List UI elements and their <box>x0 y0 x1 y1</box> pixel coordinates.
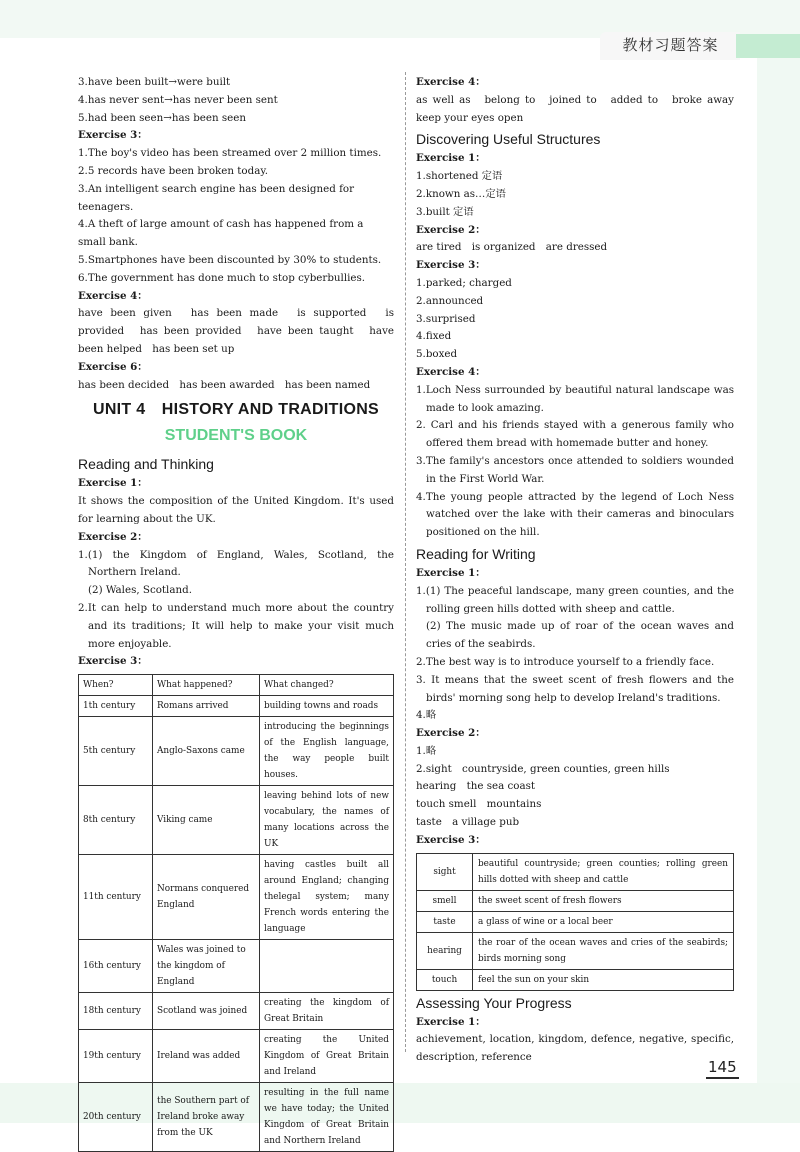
answer-line: 2.sight countryside, green counties, green hills <box>416 762 670 775</box>
table-row <box>417 969 734 990</box>
answer-line: touch smell mountains <box>416 798 542 811</box>
answer-line: 3.have been built→were built <box>78 76 231 88</box>
exercise-label: Exercise 4： <box>416 365 486 378</box>
answer-line: 1.shortened 定语 <box>416 170 503 183</box>
left-column <box>78 74 394 1152</box>
table-cell: leaving behind lots of new vocabulary, the names of many locations across the UK <box>260 786 394 855</box>
history-table <box>78 674 394 1152</box>
answer-paragraph: has been decided has been awarded has been named <box>78 378 371 391</box>
table-cell: the Southern part of Ireland broke away from the UK <box>153 1083 260 1152</box>
answer-line: 1.(1) The peaceful landscape, many green counties, and the rolling green hills dotted with sheep and cattle. <box>416 584 734 615</box>
table-cell: 19th century <box>79 1030 153 1083</box>
table-cell: 5th century <box>79 717 153 786</box>
answer-line: hearing the sea coast <box>416 780 536 793</box>
table-cell: 1th century <box>79 696 153 717</box>
answer-line: 1.略 <box>416 744 437 757</box>
table-cell: having castles built all around England; changing thelegal system; many French words entering the language <box>260 855 394 940</box>
table-cell: 11th century <box>79 855 153 940</box>
senses-table <box>416 853 734 991</box>
unit-title: UNIT 4 HISTORY AND TRADITIONS <box>92 401 380 419</box>
answer-line: 3.surprised <box>416 312 476 325</box>
table-cell: introducing the beginnings of the English language, the way people built houses. <box>260 717 394 786</box>
table-row <box>417 932 734 969</box>
table-cell: Ireland was added <box>153 1030 260 1083</box>
book-title: STUDENT'S BOOK <box>164 427 308 445</box>
table-row <box>79 855 394 940</box>
page-number: 145 <box>706 1058 739 1079</box>
table-row <box>79 1030 394 1083</box>
table-cell: creating the United Kingdom of Great Britain and Ireland <box>260 1030 394 1083</box>
exercise-label: Exercise 3： <box>78 655 148 668</box>
table-header-row <box>79 675 394 696</box>
table-row <box>417 911 734 932</box>
section-heading: Reading and Thinking <box>78 456 214 473</box>
table-cell: beautiful countryside; green counties; rolling green hills dotted with sheep and cattle <box>473 853 734 890</box>
table-cell: 16th century <box>79 940 153 993</box>
answer-paragraph: as well as belong to joined to added to broke away keep your eyes open <box>416 93 745 124</box>
table-row <box>79 993 394 1030</box>
section-heading: Assessing Your Progress <box>416 994 572 1011</box>
table-row <box>79 696 394 717</box>
answer-line: 2. Carl and his friends stayed with a generous family who offered them bread with homemade butter and honey. <box>416 419 734 450</box>
answer-line: 3.The family's ancestors once attended to soldiers wounded in the First World War. <box>416 454 734 485</box>
header-accent-block <box>736 34 800 58</box>
answer-line: 1.parked; charged <box>416 276 512 289</box>
table-header-cell: What changed? <box>260 675 394 696</box>
answer-line: 5.Smartphones have been discounted by 30% to students. <box>78 253 382 266</box>
exercise-label: Exercise 3： <box>78 129 148 142</box>
exercise-label: Exercise 4： <box>416 76 486 88</box>
table-cell: the roar of the ocean waves and cries of the seabirds; birds morning song <box>473 932 734 969</box>
answer-line: 2.It can help to understand much more about the country and its traditions; It will help to make your visit much more enjoyable. <box>78 601 394 650</box>
answer-line: 3.An intelligent search engine has been designed for teenagers. <box>78 182 355 213</box>
answer-line: (2) The music made up of roar of the ocean waves and cries of the seabirds. <box>426 620 734 651</box>
column-divider <box>405 72 406 1052</box>
table-cell: 20th century <box>79 1083 153 1152</box>
answer-line: 5.had been seen→has been seen <box>78 111 246 124</box>
table-cell: creating the kingdom of Great Britain <box>260 993 394 1030</box>
exercise-label: Exercise 3： <box>416 259 486 272</box>
table-cell: 18th century <box>79 993 153 1030</box>
table-cell: touch <box>417 969 473 990</box>
table-row <box>417 853 734 890</box>
exercise-label: Exercise 2： <box>78 530 148 543</box>
table-header-cell: When? <box>79 675 153 696</box>
table-cell: sight <box>417 853 473 890</box>
section-heading: Reading for Writing <box>416 545 536 562</box>
exercise-label: Exercise 1： <box>78 477 148 490</box>
exercise-label: Exercise 1： <box>416 1015 486 1028</box>
answer-line: 2.known as…定语 <box>416 187 506 200</box>
exercise-label: Exercise 4： <box>78 289 148 302</box>
answer-line: 5.boxed <box>416 348 458 361</box>
answer-line: are tired is organized are dressed <box>416 241 608 254</box>
table-cell: smell <box>417 890 473 911</box>
exercise-label: Exercise 1： <box>416 152 486 165</box>
answer-paragraph: It shows the composition of the United Kingdom. It's used for learning about the UK. <box>78 495 394 525</box>
table-cell: building towns and roads <box>260 696 394 717</box>
table-cell: Romans arrived <box>153 696 260 717</box>
answer-line: 4.fixed <box>416 330 452 343</box>
table-cell: resulting in the full name we have today; the United Kingdom of Great Britain and Northern Ireland <box>260 1083 394 1152</box>
exercise-label: Exercise 2： <box>416 223 486 236</box>
answer-line: taste a village pub <box>416 816 520 829</box>
table-cell: Wales was joined to the kingdom of England <box>153 940 260 993</box>
answer-line: 4.略 <box>416 709 437 722</box>
answer-line: 3. It means that the sweet scent of fresh flowers and the birds' morning song help to develop Ireland's traditions. <box>416 673 734 704</box>
exercise-label: Exercise 1： <box>416 566 486 579</box>
table-row <box>79 717 394 786</box>
answer-line: 3.built 定语 <box>416 205 474 218</box>
answer-line: 4.The young people attracted by the legend of Loch Ness watched over the lake with their cameras and binoculars positioned on the hill. <box>416 490 734 539</box>
exercise-label: Exercise 6： <box>78 360 148 373</box>
exercise-label: Exercise 3： <box>416 833 486 846</box>
header-title: 教材习题答案 <box>622 36 719 54</box>
table-row <box>417 890 734 911</box>
answer-line: 2.5 records have been broken today. <box>78 164 269 177</box>
table-cell: a glass of wine or a local beer <box>473 911 734 932</box>
answer-paragraph: have been given has been made is supported is provided has been provided have been taught have been helped has been set up <box>78 307 394 355</box>
answer-line: 2.announced <box>416 294 484 307</box>
answer-line: 4.has never sent→has never been sent <box>78 93 278 106</box>
answer-line: 6.The government has done much to stop cyberbullies. <box>78 271 366 284</box>
section-heading: Discovering Useful Structures <box>416 131 601 148</box>
answer-line: 4.A theft of large amount of cash has happened from a small bank. <box>78 218 364 249</box>
table-header-cell: What happened? <box>153 675 260 696</box>
answer-line: (2) Wales, Scotland. <box>88 584 192 597</box>
answer-line: 1.Loch Ness surrounded by beautiful natural landscape was made to look amazing. <box>416 383 734 414</box>
table-row <box>79 1083 394 1152</box>
table-cell: Viking came <box>153 786 260 855</box>
answer-line: 1.The boy's video has been streamed over 2 million times. <box>78 147 382 160</box>
table-row <box>79 940 394 993</box>
side-stripe <box>757 58 800 1083</box>
table-row <box>79 786 394 855</box>
exercise-label: Exercise 2： <box>416 727 486 740</box>
table-cell: feel the sun on your skin <box>473 969 734 990</box>
table-cell: Scotland was joined <box>153 993 260 1030</box>
table-cell: hearing <box>417 932 473 969</box>
table-cell: 8th century <box>79 786 153 855</box>
table-cell: Anglo-Saxons came <box>153 717 260 786</box>
table-cell: taste <box>417 911 473 932</box>
table-cell <box>260 940 394 993</box>
answer-paragraph: achievement, location, kingdom, defence, negative, specific, description, reference <box>416 1033 734 1064</box>
table-cell: the sweet scent of fresh flowers <box>473 890 734 911</box>
table-cell: Normans conquered England <box>153 855 260 940</box>
answer-line: 1.(1) the Kingdom of England, Wales, Scotland, the Northern Ireland. <box>78 548 394 579</box>
answer-line: 2.The best way is to introduce yourself to a friendly face. <box>416 655 715 668</box>
